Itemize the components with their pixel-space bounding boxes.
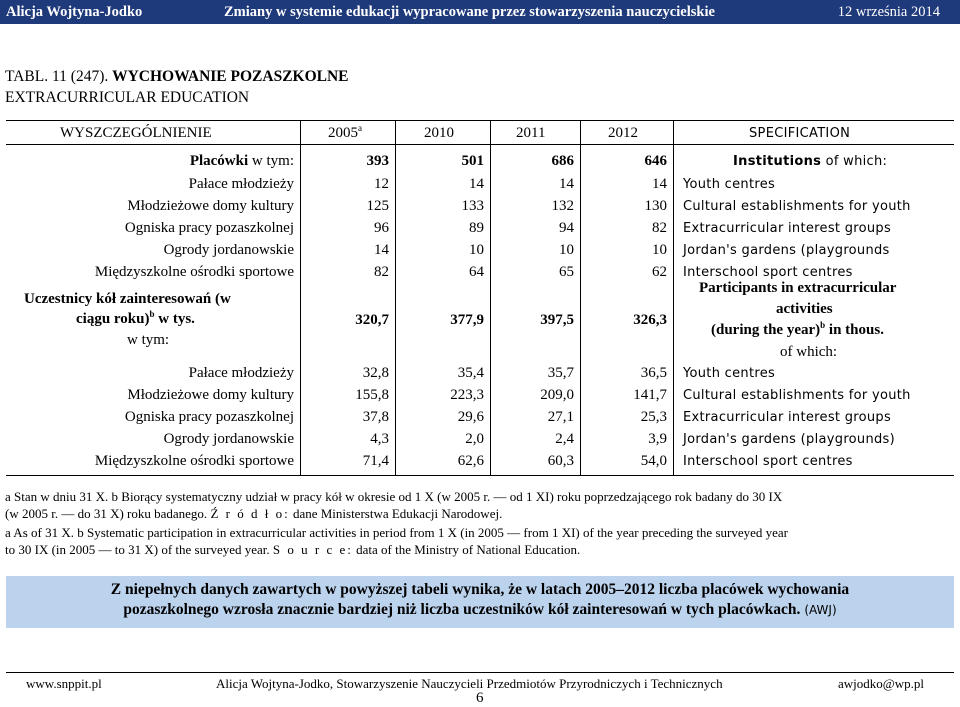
notes-pl (5, 488, 955, 522)
cell-value: 2,0 (465, 431, 484, 447)
header-author: Alicja Wojtyna-Jodko (6, 4, 143, 20)
cell-value: 89 (469, 220, 484, 236)
footer-author: Alicja Wojtyna-Jodko, Stowarzyszenie Nauczycieli Przedmiotów Przyrodniczych i Technicznych (216, 676, 723, 691)
row-label-en: Interschool sport centres (683, 265, 853, 280)
cell-value: 62 (652, 264, 667, 280)
cell-value: 64 (469, 264, 484, 280)
cell-value: 4,3 (370, 431, 389, 447)
row-label-pl: Ogniska pracy pozaszkolnej (124, 409, 294, 425)
cell-value: 223,3 (450, 387, 484, 403)
header-date: 12 września 2014 (837, 4, 940, 20)
cell-value: 96 (374, 220, 389, 236)
cell-value: 62,6 (457, 453, 484, 469)
participants-label-line1: Uczestnicy kół zainteresowań (w (24, 291, 231, 307)
cell-value: 10 (652, 242, 667, 258)
cell-value: 82 (652, 220, 667, 236)
cell-value: 125 (366, 198, 389, 214)
footer-website[interactable]: www.snppit.pl (26, 676, 102, 691)
cell-value: 65 (559, 264, 574, 280)
cell-value: 209,0 (540, 387, 574, 403)
participants-en-line1: Participants in extracurricular (699, 280, 897, 296)
cell-value: 12 (374, 176, 389, 192)
row-label-en: Cultural establishments for youth (683, 388, 911, 403)
row-label-en: Youth centres (683, 177, 776, 192)
row-label-pl: Młodzieżowe domy kultury (127, 198, 294, 214)
footer-email[interactable]: awjodko@wp.pl (838, 676, 924, 691)
participants-label-line3: w tym: (127, 332, 170, 348)
row-label-pl: Ogrody jordanowskie (163, 242, 294, 258)
header-year-2010: 2010 (424, 125, 454, 141)
cell-value: 10 (559, 242, 574, 258)
cell-value: 37,8 (362, 409, 389, 425)
header-year-2012: 2012 (608, 125, 638, 141)
document-header (0, 0, 960, 24)
cell-value: 320,7 (355, 312, 389, 328)
cell-value: 2,4 (555, 431, 574, 447)
note-en-line1: a As of 31 X. b Systematic participation in extracurricular activities in period from 1 X (in 2005 — from 1 XI) of the year preceding the surveyed year (5, 525, 789, 540)
cell-value: 14 (559, 176, 574, 192)
caption-title-en: EXTRACURRICULAR EDUCATION (5, 89, 250, 106)
row-label-en: Extracurricular interest groups (683, 221, 892, 236)
cell-value: 82 (374, 264, 389, 280)
row-label-en: Jordan's gardens (playgrounds (683, 243, 890, 258)
cell-value: 36,5 (640, 365, 667, 381)
cell-value: 686 (551, 153, 574, 169)
cell-value: 14 (652, 176, 667, 192)
note-pl-line1: a Stan w dniu 31 X. b Biorący systematyczny udział w pracy kół w okresie od 1 X (w 2005 r. — od 1 XI) roku poprzedzającego rok badany do 30 IX (5, 489, 783, 504)
row-label-pl: Ogniska pracy pozaszkolnej (124, 220, 294, 236)
cell-value: 155,8 (355, 387, 389, 403)
note-pl-line2: (w 2005 r. — do 31 X) roku badanego. Ź r ó d ł o: dane Ministerstwa Edukacji Narodowej. (5, 506, 503, 521)
cell-value: 25,3 (640, 409, 667, 425)
cell-value: 14 (469, 176, 484, 192)
row-label-en: Youth centres (683, 366, 776, 381)
cell-value: 32,8 (362, 365, 389, 381)
cell-value: 141,7 (633, 387, 667, 403)
row-institutions-en: Institutions of which: (733, 154, 888, 169)
notes-en (5, 524, 955, 558)
page-number: 6 (476, 690, 484, 706)
row-label-en: Extracurricular interest groups (683, 410, 892, 425)
summary-box (6, 576, 954, 628)
row-label-en: Interschool sport centres (683, 454, 853, 469)
header-pl: WYSZCZEGÓLNIENIE (60, 125, 212, 141)
row-label-pl: Ogrody jordanowskie (163, 431, 294, 447)
summary-line1: Z niepełnych danych zawartych w powyższej tabeli wynika, że w latach 2005–2012 liczba placówek wychowania (110, 581, 850, 598)
header-title: Zmiany w systemie edukacji wypracowane przez stowarzyszenia nauczycielskie (224, 4, 715, 20)
cell-value: 35,4 (457, 365, 484, 381)
cell-value: 60,3 (547, 453, 574, 469)
summary-line2: pozaszkolnego wzrosła znacznie bardziej niż liczba uczestników kół zainteresowań w tych placówkach. (AWJ) (123, 601, 837, 618)
cell-value: 646 (644, 153, 667, 169)
cell-value: 71,4 (362, 453, 389, 469)
cell-value: 130 (644, 198, 667, 214)
cell-value: 29,6 (457, 409, 484, 425)
participants-label-line2: ciągu roku)$^b$ w tys. (76, 309, 195, 327)
header-en: SPECIFICATION (749, 126, 851, 141)
cell-value: 3,9 (648, 431, 667, 447)
row-label-pl: Międzyszkolne ośrodki sportowe (94, 453, 294, 469)
cell-value: 94 (559, 220, 574, 236)
cell-value: 35,7 (547, 365, 574, 381)
row-label-pl: Międzyszkolne ośrodki sportowe (94, 264, 294, 280)
note-en-line2: to 30 IX (in 2005 — to 31 X) of the surveyed year. S o u r c e: data of the Ministry of National Education. (5, 542, 581, 557)
cell-value: 393 (366, 153, 389, 169)
cell-value: 10 (469, 242, 484, 258)
cell-value: 397,5 (540, 312, 574, 328)
cell-value: 14 (374, 242, 389, 258)
row-label-pl: Pałace młodzieży (188, 365, 294, 381)
participants-en-line2: activities (776, 301, 833, 317)
row-label-en: Cultural establishments for youth (683, 199, 911, 214)
cell-value: 132 (551, 198, 574, 214)
cell-value: 501 (461, 153, 484, 169)
row-institutions-label: Placówki w tym: (189, 153, 294, 169)
header-year-2005: 2005$^a$ (328, 123, 362, 141)
cell-value: 377,9 (450, 312, 484, 328)
participants-en-line4: of which: (780, 344, 838, 360)
row-label-pl: Pałace młodzieży (188, 176, 294, 192)
cell-value: 326,3 (633, 312, 667, 328)
cell-value: 27,1 (547, 409, 574, 425)
caption-prefix: TABL. 11 (247). (5, 68, 109, 85)
cell-value: 54,0 (640, 453, 667, 469)
table-caption (5, 66, 349, 108)
row-label-pl: Młodzieżowe domy kultury (127, 387, 294, 403)
header-year-2011: 2011 (516, 125, 546, 141)
caption-title-pl: WYCHOWANIE POZASZKOLNE (112, 68, 349, 85)
row-label-en: Jordan's gardens (playgrounds) (683, 432, 896, 447)
participants-en-line3: (during the year)$^b$ in thous. (711, 320, 884, 338)
cell-value: 133 (461, 198, 484, 214)
